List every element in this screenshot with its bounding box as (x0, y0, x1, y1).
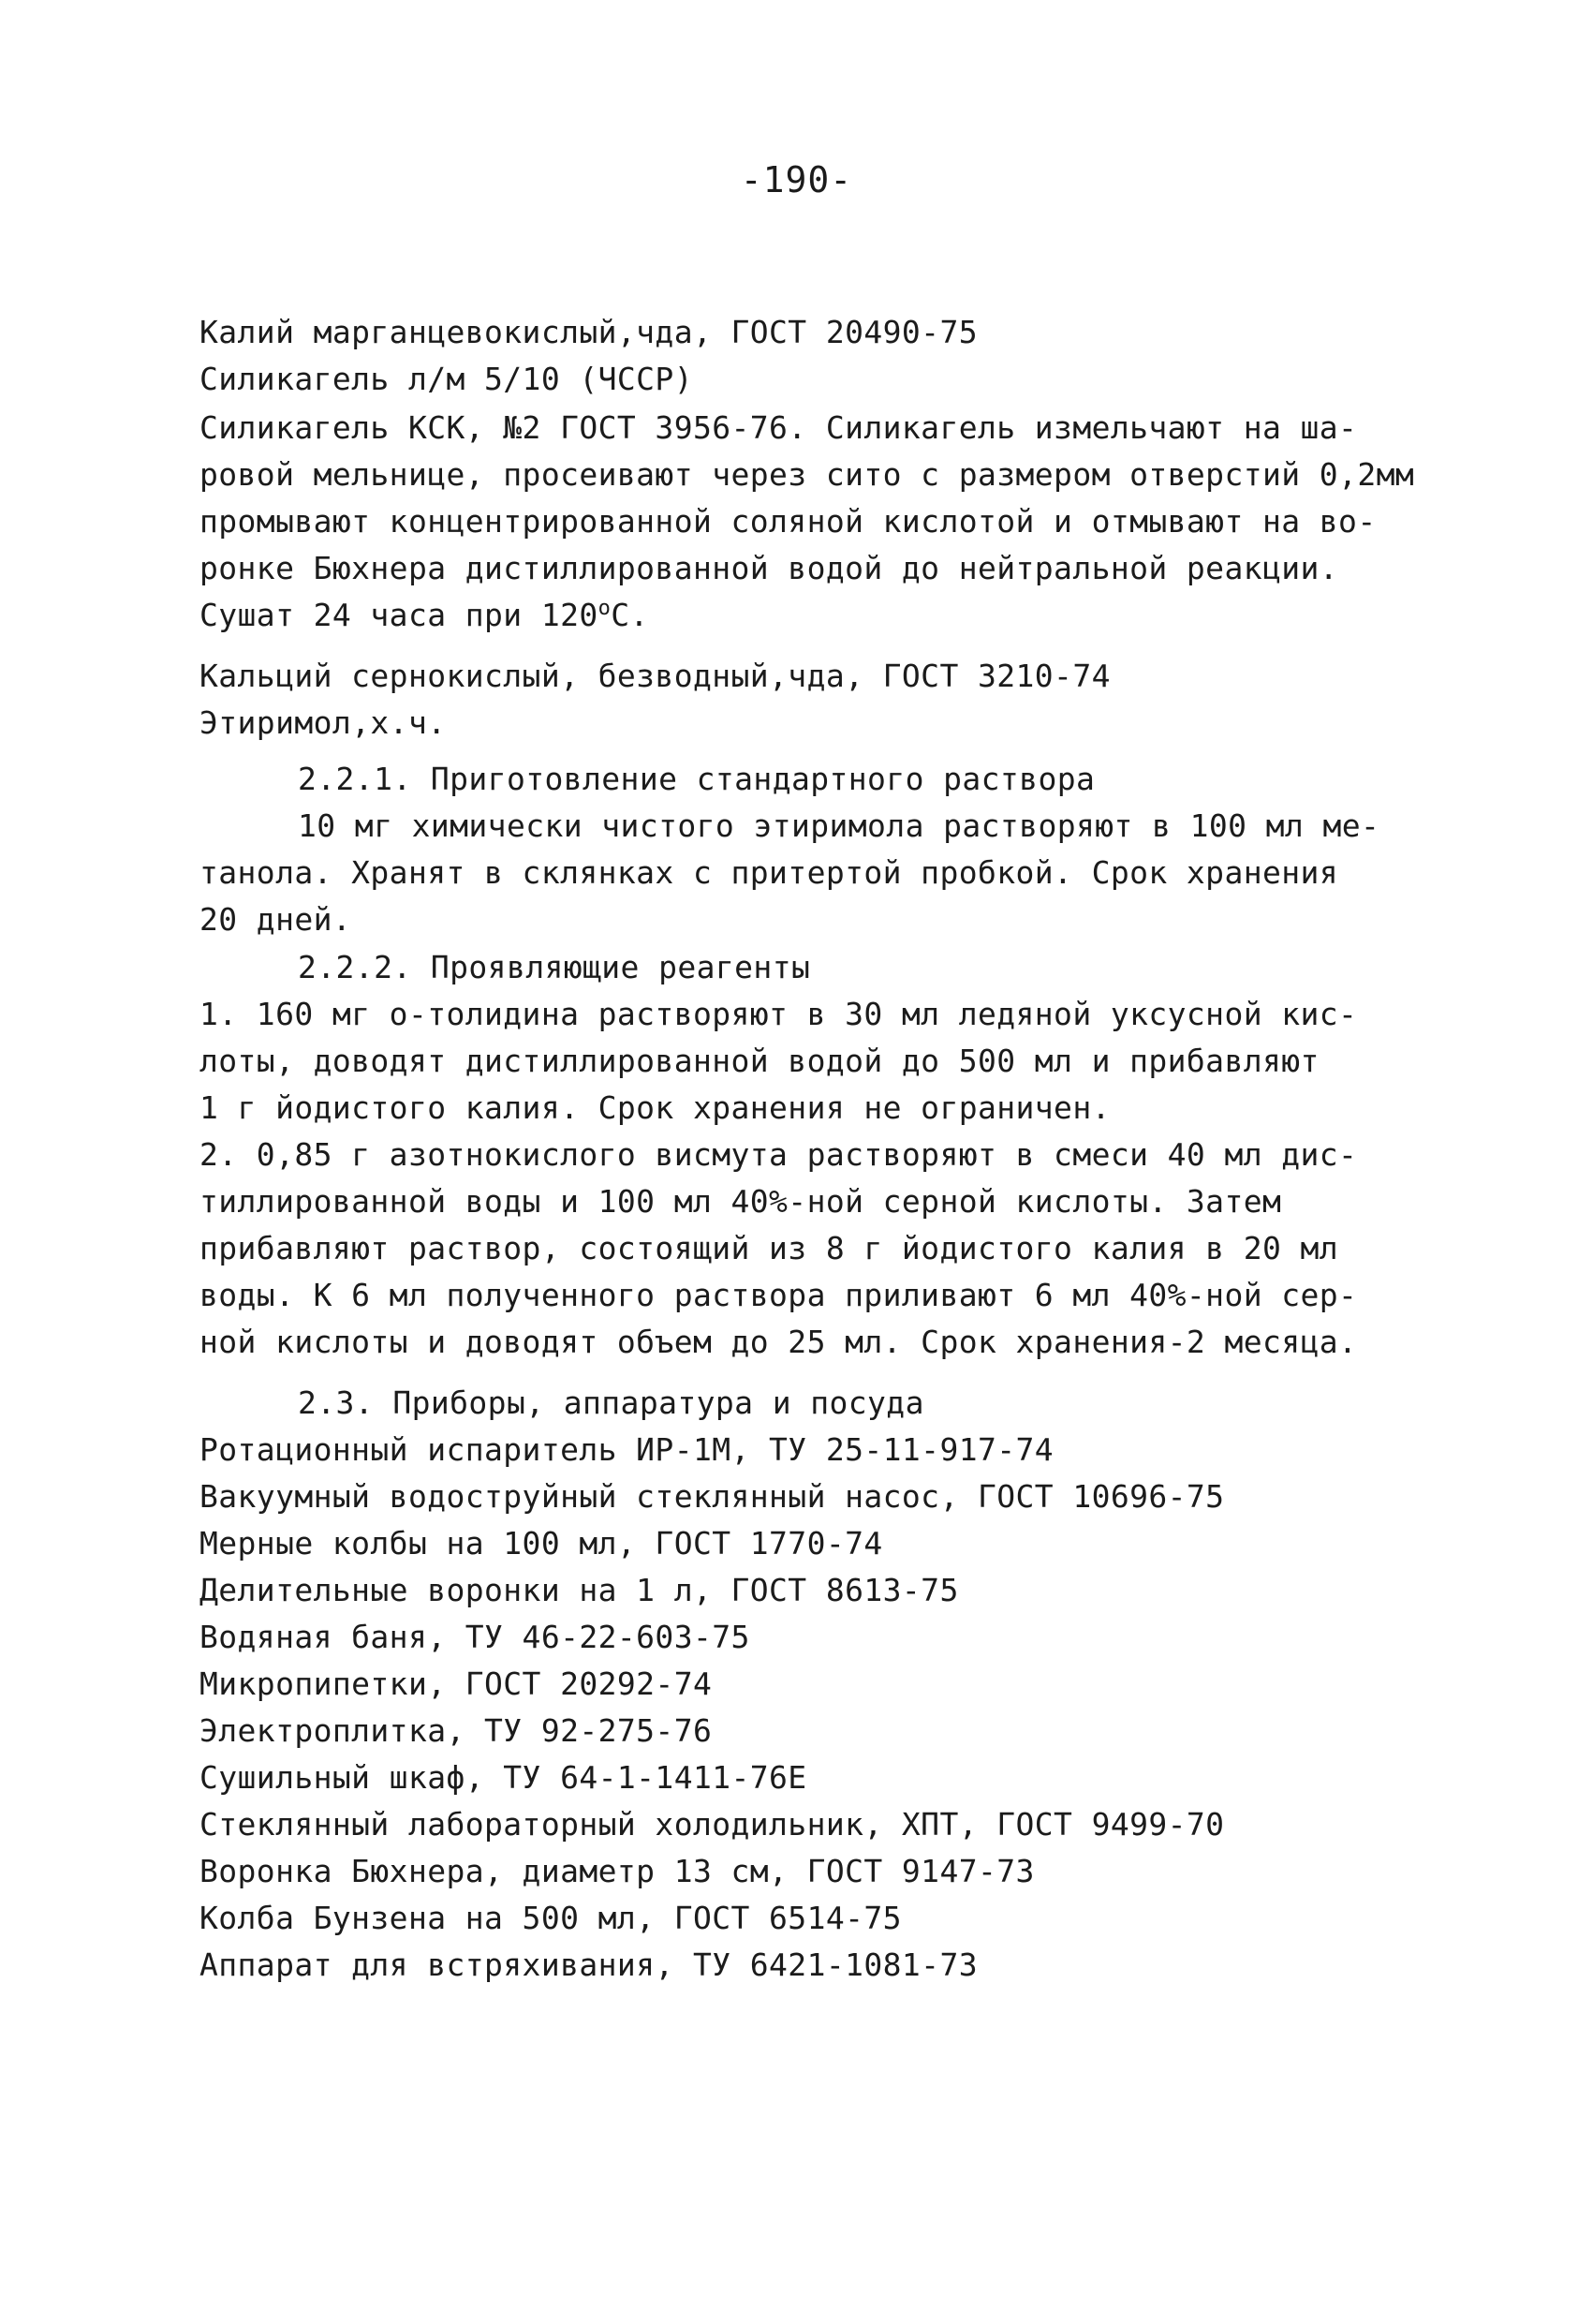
equipment-item: Ротационный испаритель ИР-1М, ТУ 25-11-917-74 (199, 1431, 1055, 1468)
paragraph-line: танола. Хранят в склянках с притертой пробкой. Срок хранения (199, 854, 1339, 891)
paragraph-line: 10 мг химически чистого этиримола растворяют в 100 мл ме- (298, 807, 1380, 844)
section-heading: 2.3. Приборы, аппаратура и посуда (298, 1384, 924, 1421)
reagent-line: Силикагель л/м 5/10 (ЧССР) (199, 361, 693, 397)
reagent-line: ровой мельнице, просеивают через сито с размером отверстий 0,2мм (199, 456, 1415, 493)
paragraph-line: лоты, доводят дистиллированной водой до 500 мл и прибавляют (199, 1043, 1320, 1079)
equipment-item: Воронка Бюхнера, диаметр 13 см, ГОСТ 9147-73 (199, 1853, 1035, 1889)
reagent-line: ронке Бюхнера дистиллированной водой до нейтральной реакции. (199, 550, 1339, 586)
paragraph-line: 2. 0,85 г азотнокислого висмута растворяют в смеси 40 мл дис- (199, 1136, 1358, 1173)
drying-text: Сушат 24 часа при 120 (199, 597, 598, 633)
paragraph-line: ной кислоты и доводят объем до 25 мл. Срок хранения-2 месяца. (199, 1324, 1358, 1360)
paragraph-line: прибавляют раствор, состоящий из 8 г йодистого калия в 20 мл (199, 1230, 1339, 1266)
reagent-line: Этиримол,х.ч. (199, 704, 447, 741)
equipment-item: Аппарат для встряхивания, ТУ 6421-1081-73 (199, 1947, 978, 1983)
equipment-item: Делительные воронки на 1 л, ГОСТ 8613-75 (199, 1572, 959, 1608)
drying-line (199, 597, 649, 634)
equipment-item: Стеклянный лабораторный холодильник, ХПТ, ГОСТ 9499-70 (199, 1806, 1225, 1843)
drying-unit: С. (611, 597, 649, 633)
equipment-item: Мерные колбы на 100 мл, ГОСТ 1770-74 (199, 1525, 883, 1562)
page-number: -190- (740, 159, 853, 200)
paragraph-line: 1. 160 мг о-толидина растворяют в 30 мл ледяной уксусной кис- (199, 996, 1358, 1032)
section-heading: 2.2.1. Приготовление стандартного раствора (298, 761, 1096, 797)
reagent-line: Калий марганцевокислый,чда, ГОСТ 20490-75 (199, 314, 978, 350)
equipment-item: Электроплитка, ТУ 92-275-76 (199, 1712, 713, 1749)
equipment-item: Колба Бунзена на 500 мл, ГОСТ 6514-75 (199, 1900, 902, 1936)
equipment-item: Вакуумный водоструйный стеклянный насос, ГОСТ 10696-75 (199, 1478, 1225, 1515)
paragraph-line: воды. К 6 мл полученного раствора приливают 6 мл 40%-ной сер- (199, 1277, 1358, 1313)
reagent-line: промывают концентрированной соляной кислотой и отмывают на во- (199, 503, 1377, 540)
section-heading: 2.2.2. Проявляющие реагенты (298, 949, 811, 985)
paragraph-line: 1 г йодистого калия. Срок хранения не ограничен. (199, 1089, 1111, 1126)
degree-mark: o (597, 597, 612, 620)
equipment-item: Сушильный шкаф, ТУ 64-1-1411-76Е (199, 1759, 807, 1796)
paragraph-line: тиллированной воды и 100 мл 40%-ной серной кислоты. Затем (199, 1183, 1282, 1220)
paragraph-line: 20 дней. (199, 901, 352, 938)
equipment-item: Водяная баня, ТУ 46-22-603-75 (199, 1619, 750, 1655)
reagent-line: Силикагель КСК, №2 ГОСТ 3956-76. Силикагель измельчают на ша- (199, 409, 1358, 446)
equipment-item: Микропипетки, ГОСТ 20292-74 (199, 1665, 713, 1702)
reagent-line: Кальций сернокислый, безводный,чда, ГОСТ 3210-74 (199, 658, 1111, 694)
